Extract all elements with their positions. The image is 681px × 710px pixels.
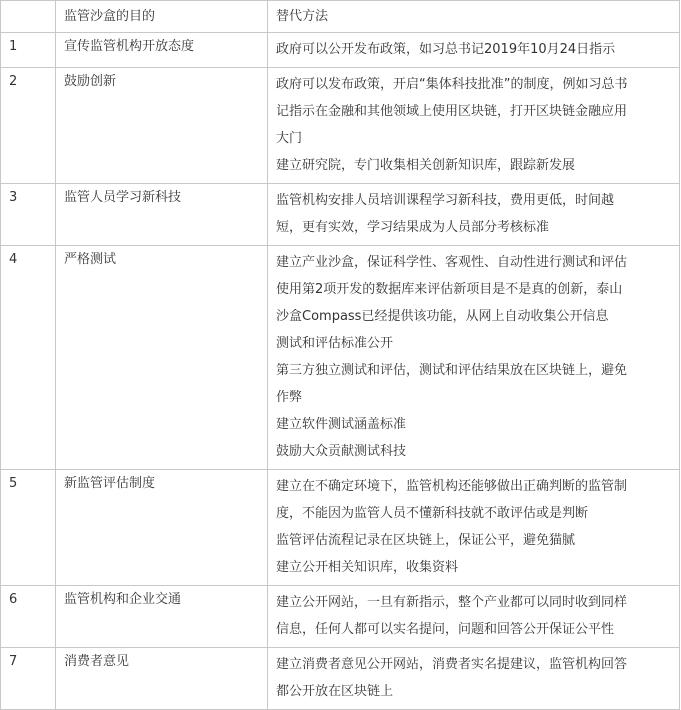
alternative-methods-cell xyxy=(268,470,680,586)
alternative-methods-cell xyxy=(268,184,680,246)
row-number: 3 xyxy=(1,184,56,246)
method-line: 建立在不确定环境下，监管机构还能够做出正确判断的监管制 xyxy=(276,479,628,494)
header-goal: 监管沙盒的目的 xyxy=(56,1,268,33)
method-line: 沙盒Compass已经提供该功能，从网上自动收集公开信息 xyxy=(276,309,609,324)
method-line: 建立产业沙盒，保证科学性、客观性、自动性进行测试和评估 xyxy=(276,255,628,270)
alternative-methods-cell xyxy=(268,586,680,648)
method-line: 使用第2项开发的数据库来评估新项目是不是真的创新，泰山 xyxy=(276,282,623,297)
alternative-methods-cell xyxy=(268,68,680,184)
sandbox-goal-cell: 消费者意见 xyxy=(56,648,268,710)
row-number: 2 xyxy=(1,68,56,184)
method-line: 政府可以公开发布政策，如习总书记2019年10月24日指示 xyxy=(276,42,616,57)
method-line: 作弊 xyxy=(276,390,303,405)
table-row xyxy=(1,68,680,184)
method-line: 记指示在金融和其他领域上使用区块链，打开区块链金融应用 xyxy=(276,104,628,119)
row-number: 4 xyxy=(1,246,56,470)
method-line: 监管评估流程记录在区块链上，保证公平，避免猫腻 xyxy=(276,533,576,548)
sandbox-goal-cell: 严格测试 xyxy=(56,246,268,470)
table-row xyxy=(1,184,680,246)
row-number: 7 xyxy=(1,648,56,710)
sandbox-goal-cell: 宣传监管机构开放态度 xyxy=(56,33,268,68)
method-line: 鼓励大众贡献测试科技 xyxy=(276,444,407,459)
method-line: 建立公开网站，一旦有新指示，整个产业都可以同时收到同样 xyxy=(276,595,628,610)
sandbox-goal-cell: 鼓励创新 xyxy=(56,68,268,184)
method-line: 监管机构安排人员培训课程学习新科技，费用更低，时间越 xyxy=(276,193,615,208)
header-alternative: 替代方法 xyxy=(268,1,680,33)
sandbox-goal-cell: 新监管评估制度 xyxy=(56,470,268,586)
table-row xyxy=(1,246,680,470)
method-line: 测试和评估标准公开 xyxy=(276,336,394,351)
sandbox-goal-cell: 监管机构和企业交通 xyxy=(56,586,268,648)
alternative-methods-cell xyxy=(268,246,680,470)
method-line: 建立研究院，专门收集相关创新知识库，跟踪新发展 xyxy=(276,158,576,173)
method-line: 大门 xyxy=(276,131,303,146)
method-line: 建立软件测试涵盖标准 xyxy=(276,417,407,432)
table-header-row xyxy=(1,1,680,33)
alternative-methods-cell xyxy=(268,33,680,68)
row-number: 1 xyxy=(1,33,56,68)
table-body xyxy=(1,33,680,710)
alternative-methods-cell xyxy=(268,648,680,710)
method-line: 建立公开相关知识库，收集资料 xyxy=(276,560,459,575)
method-line: 短，更有实效，学习结果成为人员部分考核标准 xyxy=(276,220,550,235)
table-row xyxy=(1,586,680,648)
method-line: 建立消费者意见公开网站，消费者实名提建议，监管机构回答 xyxy=(276,657,628,672)
method-line: 信息，任何人都可以实名提问，问题和回答公开保证公平性 xyxy=(276,622,615,637)
row-number: 5 xyxy=(1,470,56,586)
sandbox-goal-cell: 监管人员学习新科技 xyxy=(56,184,268,246)
header-number xyxy=(1,1,56,33)
row-number: 6 xyxy=(1,586,56,648)
table-row xyxy=(1,33,680,68)
method-line: 都公开放在区块链上 xyxy=(276,684,394,699)
table-row xyxy=(1,648,680,710)
method-line: 政府可以发布政策，开启“集体科技批准”的制度，例如习总书 xyxy=(276,77,628,92)
method-line: 度，不能因为监管人员不懂新科技就不敢评估或是判断 xyxy=(276,506,589,521)
method-line: 第三方独立测试和评估，测试和评估结果放在区块链上，避免 xyxy=(276,363,628,378)
table-row xyxy=(1,470,680,586)
